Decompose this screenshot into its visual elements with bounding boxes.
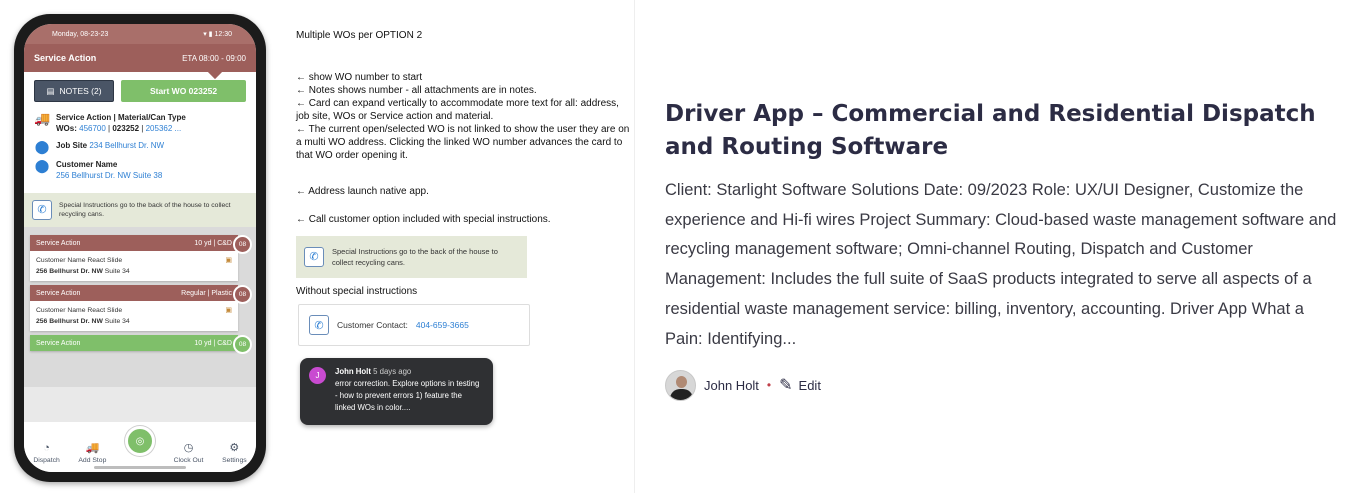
annotation-address: ← Address launch native app. [296,186,429,197]
comment-time: 5 days ago [373,367,412,376]
scan-button[interactable]: ◎ [125,426,155,456]
map-stops [24,227,256,387]
add-stop-icon: 🚚 [85,442,100,454]
wos-label: WOs: [56,124,77,133]
status-bar [24,24,256,44]
note-icon: ▣ [225,257,232,264]
stop-badge: 08 [233,235,252,254]
customer-label: Customer Name [56,160,118,169]
annotation-item: ← Card can expand vertically to accommodate more text for all: address, job site, WOs or Service action and material. [296,98,619,122]
stop-card[interactable] [30,235,247,281]
service-action-header [24,44,256,72]
edit-label: Edit [798,377,821,393]
header-title: Service Action [34,53,97,63]
bottom-tab-bar [24,422,256,472]
phone-mockup [14,14,266,482]
notes-label: NOTES (2) [59,86,102,96]
annotation-without: Without special instructions [296,286,418,297]
annotation-item: ← show WO number to start [296,72,423,83]
stop-title: Service Action [36,339,81,347]
notes-button[interactable] [34,80,114,102]
stop-badge: 08 [233,335,252,354]
job-site-label: Job Site [56,141,88,150]
tab-dispatch[interactable]: ◔ Dispatch [33,442,60,464]
status-date: Monday, 08-23-23 [52,30,109,38]
comment-author: John Holt [335,367,371,376]
clock-icon: ◷ [183,442,194,454]
phone-icon: ✆ [309,315,329,335]
service-title: Service Action | Material/Can Type [56,113,186,122]
stop-card[interactable] [30,285,247,331]
location-pin-icon: ⬤ [34,139,50,154]
annotation-call: ← Call customer option included with special instructions. [296,214,551,225]
contact-phone: 404-659-3665 [415,320,469,330]
annotation-item: ← Notes shows number - all attachments are in notes. [296,85,537,96]
avatar[interactable] [665,370,696,401]
settings-icon: ⚙ [229,442,240,454]
tab-settings[interactable]: ⚙ Settings [222,442,247,464]
stop-card[interactable] [30,335,247,351]
annotation-title: Multiple WOs per OPTION 2 [296,30,423,41]
special-sample-text: Special Instructions go to the back of the house to collect recycling cans. [332,247,498,267]
stop-badge: 08 [233,285,252,304]
separator-dot: • [766,378,772,392]
comment-bubble [300,358,493,425]
notes-icon: ▤ [46,85,55,96]
comment-avatar: J [309,367,326,384]
article-summary: Client: Starlight Software Solutions Date: 09/2023 Role: UX/UI Designer, Customize the experience and Hi-fi wires Project Summary: Cloud-based waste management software and recycling management software; Omni-channel Routing, Dispatch and Customer Management: Includes the full suite of SaaS products integrated to serve all aspects of a residential waste management service: billing, inventory, accounting. Driver App What a Pain: Identifying... [665,181,1337,348]
stop-type: 10 yd | C&D [194,339,232,347]
special-instructions-sample [296,236,527,278]
wo-link-1[interactable]: 456700 [79,124,106,133]
author-row [665,368,821,402]
comment-text: error correction. Explore options in testing - how to prevent errors 1) feature the linked WOs in color.... [335,379,480,412]
edit-button[interactable] [779,375,821,395]
project-image [0,0,634,493]
stop-title: Service Action [36,289,81,297]
stop-type: Regular | Plastic [181,289,232,297]
author-name[interactable]: John Holt [704,377,759,393]
work-order-card [24,72,256,193]
status-time: ▾ ▮ 12:30 [203,31,232,38]
tab-add-stop[interactable]: 🚚 Add Stop [78,442,107,464]
contact-label: Customer Contact: [337,320,408,330]
stop-title: Service Action [36,239,81,247]
customer-row [34,159,246,181]
stop-name: Customer Name React Slide [36,307,123,314]
phone-icon[interactable]: ✆ [32,200,52,220]
home-indicator [94,466,186,469]
stop-type: 10 yd | C&D [194,239,232,247]
customer-address[interactable]: 256 Bellhurst Dr. NW Suite 38 [56,171,163,180]
service-row: 🚚 Service Action | Material/Can Type WOs: 456700 | 023252 | 205362 ... [34,111,186,133]
stop-address: 256 Bellhurst Dr. NW Suite 34 [36,318,130,325]
pencil-icon: ✎ [779,377,793,394]
customer-contact-sample [298,304,530,346]
dispatch-icon: ◔ [43,442,50,454]
annotation-list [296,71,631,162]
header-eta: ETA 08:00 - 09:00 [182,53,246,63]
job-site-address[interactable]: 234 Bellhurst Dr. NW [89,141,165,150]
stop-name: Customer Name React Slide [36,257,123,264]
tab-clock-out[interactable]: ◷ Clock Out [173,442,204,464]
article-title[interactable]: Driver App – Commercial and Residential Dispatch and Routing Software [665,101,1316,160]
special-text: Special Instructions go to the back of the house to collect recycling cans. [59,202,231,218]
divider [634,0,635,493]
phone-icon: ✆ [304,247,324,267]
wo-link-2[interactable]: 205362 ... [145,124,182,133]
phone-screen [24,24,256,472]
start-wo-button[interactable]: Start WO 023252 [121,80,246,102]
truck-icon: 🚚 [34,111,51,126]
special-instructions [24,193,256,227]
location-pin-icon: ⬤ [34,158,50,173]
job-site-row [34,140,246,153]
note-icon: ▣ [225,307,232,314]
wo-current: 023252 [112,124,140,133]
annotation-item: ← The current open/selected WO is not linked to show the user they are on a multi WO address. Clicking the linked WO number advances the card to that WO order opening it. [296,124,630,161]
stop-address: 256 Bellhurst Dr. NW Suite 34 [36,268,130,275]
